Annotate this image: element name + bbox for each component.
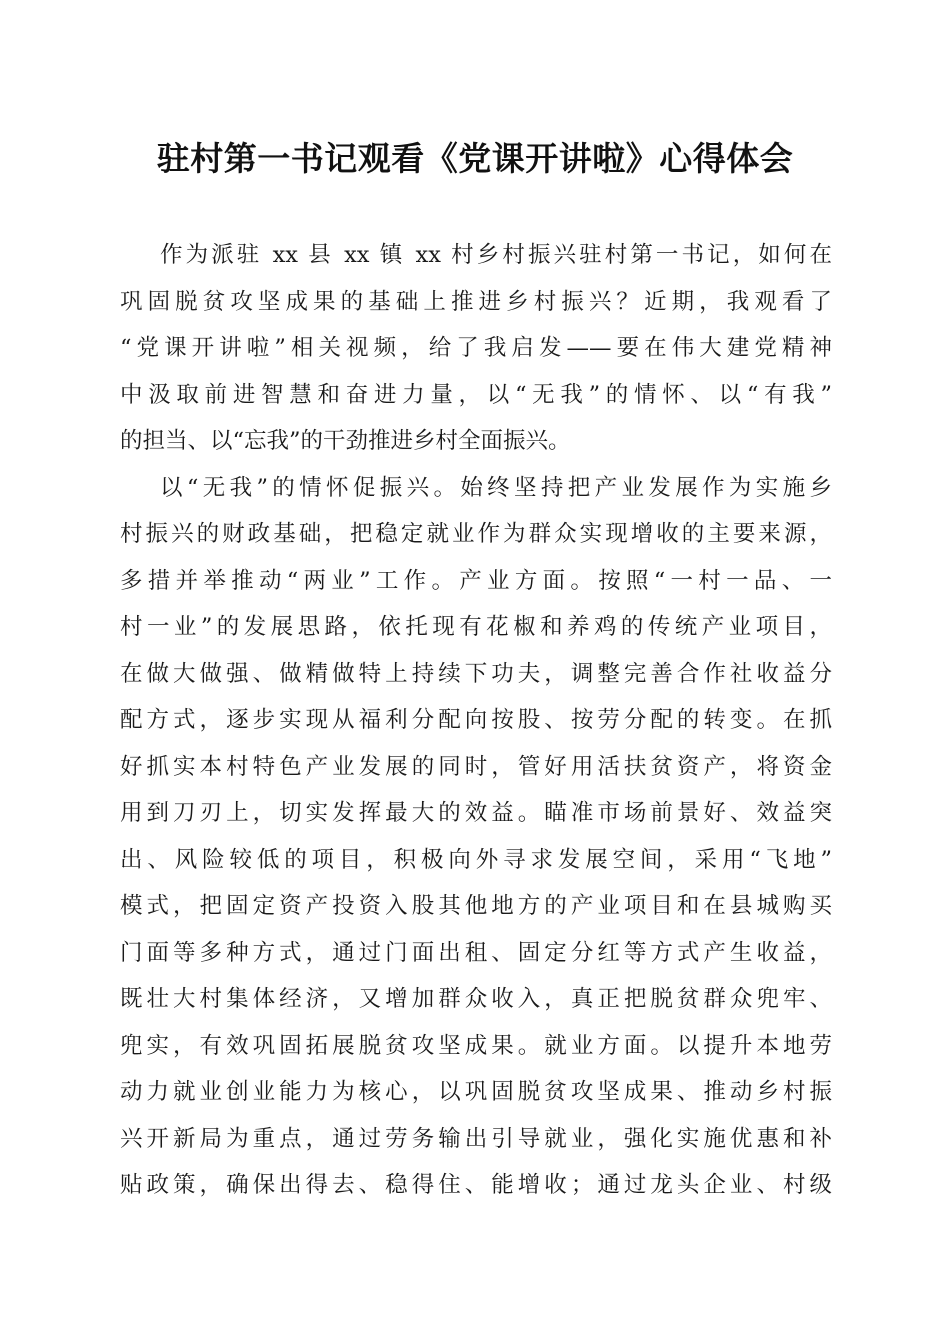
text-line: 配方式，逐步实现从福利分配向按股、按劳分配的转变。在抓	[120, 707, 832, 733]
text-line: 的担当、以“忘我”的干劲推进乡村全面振兴。	[120, 428, 571, 454]
paragraph-1	[120, 232, 832, 465]
document-body	[120, 232, 832, 1209]
text-line: 兴开新局为重点，通过劳务输出引导就业，强化实施优惠和补	[120, 1125, 832, 1152]
text-line: 巩固脱贫攻坚成果的基础上推进乡村振兴？近期，我观看了	[120, 288, 832, 315]
paragraph-2	[120, 465, 832, 1209]
text-line: 中汲取前进智慧和奋进力量，以“无我”的情怀、以“有我”	[120, 381, 832, 408]
text-line: 兜实，有效巩固拓展脱贫攻坚成果。就业方面。以提升本地劳	[120, 1032, 832, 1059]
text-line: 模式，把固定资产投资入股其他地方的产业项目和在县城购买	[120, 893, 832, 919]
text-line: 既壮大村集体经济，又增加群众收入，真正把脱贫群众兜牢、	[120, 986, 832, 1012]
text-line: 出、风险较低的项目，积极向外寻求发展空间，采用“飞地”	[120, 846, 832, 873]
text-line: 门面等多种方式，通过门面出租、固定分红等方式产生收益，	[120, 939, 832, 966]
text-line: 作为派驻 xx 县 xx 镇 xx 村乡村振兴驻村第一书记，如何在	[160, 242, 832, 268]
text-line: 用到刀刃上，切实发挥最大的效益。瞄准市场前景好、效益突	[120, 800, 832, 826]
text-line: 贴政策，确保出得去、稳得住、能增收；通过龙头企业、村级	[120, 1172, 832, 1198]
text-line: 动力就业创业能力为核心，以巩固脱贫攻坚成果、推动乡村振	[120, 1079, 832, 1105]
document-title: 驻村第一书记观看《党课开讲啦》心得体会	[156, 139, 794, 178]
text-line: “党课开讲啦”相关视频，给了我启发——要在伟大建党精神	[120, 335, 832, 361]
text-line: 村振兴的财政基础，把稳定就业作为群众实现增收的主要来源，	[120, 521, 832, 547]
text-line: 多措并举推动“两业”工作。产业方面。按照“一村一品、一	[120, 567, 832, 594]
text-line: 以“无我”的情怀促振兴。始终坚持把产业发展作为实施乡	[160, 474, 832, 501]
text-line: 在做大做强、做精做特上持续下功夫，调整完善合作社收益分	[120, 660, 832, 687]
text-line: 村一业”的发展思路，依托现有花椒和养鸡的传统产业项目，	[120, 614, 832, 640]
text-line: 好抓实本村特色产业发展的同时，管好用活扶贫资产，将资金	[120, 753, 832, 780]
